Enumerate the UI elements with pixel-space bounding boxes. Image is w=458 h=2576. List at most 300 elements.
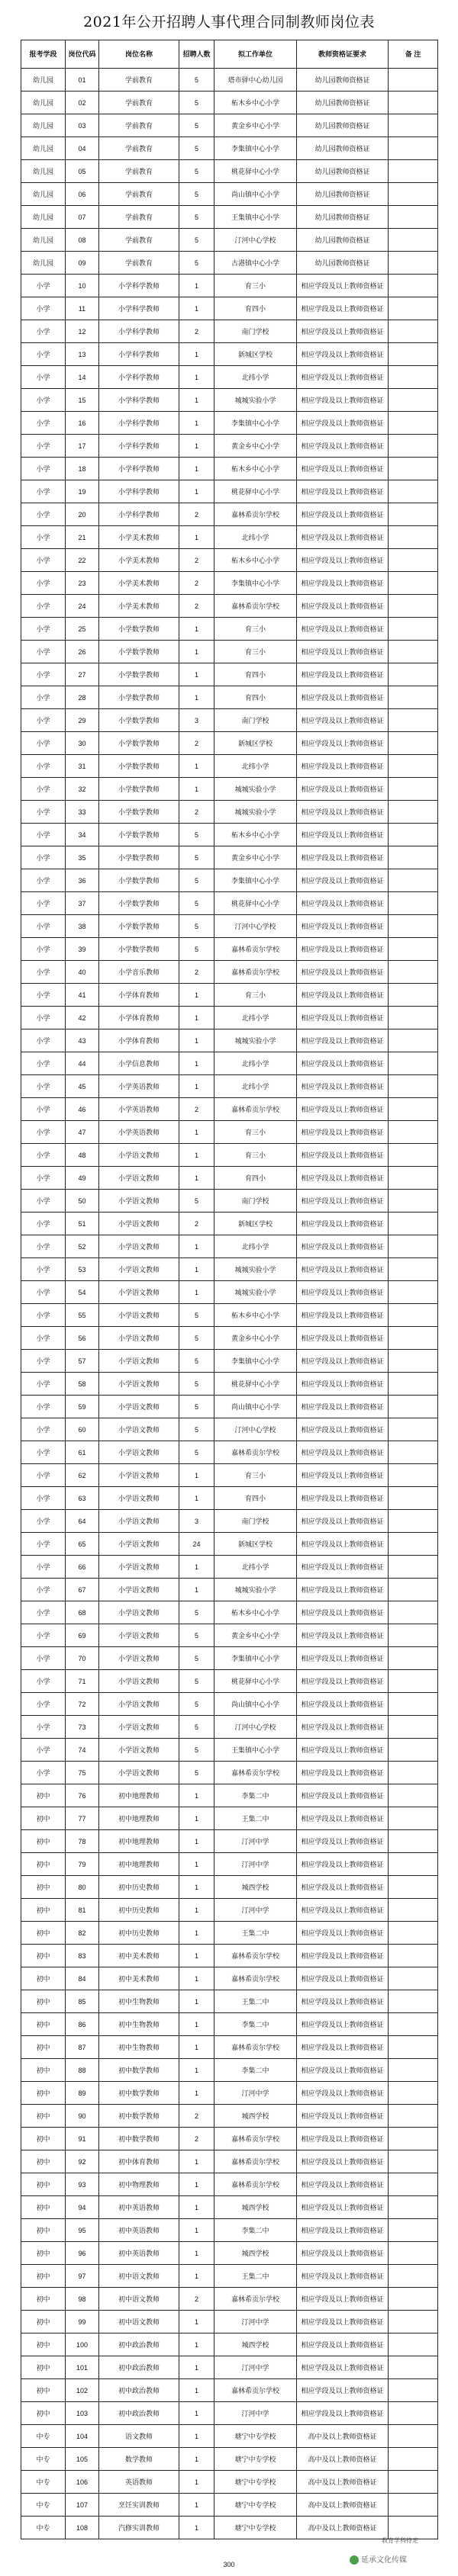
cell-code: 99 [66, 2311, 99, 2333]
cell-remark [389, 1876, 438, 1899]
cell-position: 小学数学教师 [99, 686, 179, 709]
cell-stage: 小学 [21, 275, 66, 297]
cell-certificate: 相应学段及以上教师资格证 [297, 755, 389, 778]
cell-count: 5 [179, 206, 214, 229]
table-row [21, 1441, 438, 1464]
table-row [21, 297, 438, 320]
cell-certificate: 相应学段及以上教师资格证 [297, 480, 389, 503]
cell-stage: 初中 [21, 1945, 66, 1967]
cell-unit: 汀河中学 [214, 1830, 297, 1853]
cell-unit: 育三小 [214, 1144, 297, 1167]
cell-certificate: 相应学段及以上教师资格证 [297, 1029, 389, 1052]
table-row [21, 1373, 438, 1396]
cell-code: 17 [66, 435, 99, 458]
cell-position: 烹饪实训教师 [99, 2494, 179, 2517]
cell-code: 44 [66, 1052, 99, 1075]
cell-stage: 小学 [21, 343, 66, 366]
cell-count: 1 [179, 297, 214, 320]
cell-unit: 黄金乡中心小学 [214, 435, 297, 458]
cell-remark [389, 1007, 438, 1029]
cell-stage: 小学 [21, 480, 66, 503]
cell-code: 96 [66, 2242, 99, 2265]
cell-remark [389, 2402, 438, 2425]
cell-stage: 小学 [21, 1693, 66, 1716]
cell-certificate: 高中及以上教师资格证 [297, 2448, 389, 2471]
cell-code: 101 [66, 2356, 99, 2379]
cell-certificate: 相应学段及以上教师资格证 [297, 1899, 389, 1922]
table-row [21, 984, 438, 1007]
cell-position: 数学教师 [99, 2448, 179, 2471]
cell-certificate: 相应学段及以上教师资格证 [297, 663, 389, 686]
cell-code: 18 [66, 458, 99, 480]
cell-certificate: 高中及以上教师资格证 [297, 2494, 389, 2517]
cell-certificate: 相应学段及以上教师资格证 [297, 732, 389, 755]
cell-count: 5 [179, 92, 214, 114]
cell-code: 21 [66, 526, 99, 549]
table-header-row [21, 40, 438, 69]
cell-count: 5 [179, 1739, 214, 1762]
table-row [21, 2471, 438, 2494]
cell-count: 1 [179, 1945, 214, 1967]
cell-code: 79 [66, 1853, 99, 1876]
cell-stage: 小学 [21, 618, 66, 641]
cell-position: 小学科学教师 [99, 435, 179, 458]
cell-stage: 小学 [21, 778, 66, 801]
cell-remark [389, 1327, 438, 1350]
cell-remark [389, 1464, 438, 1487]
cell-count: 1 [179, 526, 214, 549]
cell-stage: 初中 [21, 2356, 66, 2379]
cell-code: 55 [66, 1304, 99, 1327]
cell-position: 小学体育教师 [99, 1029, 179, 1052]
cell-remark [389, 275, 438, 297]
cell-unit: 汀河中心学校 [214, 915, 297, 938]
cell-unit: 城城实验小学 [214, 1579, 297, 1601]
cell-code: 50 [66, 1190, 99, 1213]
cell-code: 49 [66, 1167, 99, 1190]
cell-position: 小学语文教师 [99, 1350, 179, 1373]
table-row [21, 2219, 438, 2242]
cell-unit: 古港镇中心小学 [214, 252, 297, 275]
cell-position: 学前教育 [99, 229, 179, 252]
cell-certificate: 相应学段及以上教师资格证 [297, 1556, 389, 1579]
cell-stage: 小学 [21, 641, 66, 663]
cell-unit: 柘木乡中心小学 [214, 549, 297, 572]
table-row [21, 1144, 438, 1167]
cell-position: 初中美术教师 [99, 1945, 179, 1967]
cell-stage: 初中 [21, 1807, 66, 1830]
cell-count: 1 [179, 2425, 214, 2448]
cell-certificate: 相应学段及以上教师资格证 [297, 1167, 389, 1190]
cell-remark [389, 1579, 438, 1601]
table-row [21, 938, 438, 961]
cell-position: 初中政治教师 [99, 2333, 179, 2356]
table-row [21, 2311, 438, 2333]
cell-position: 小学数学教师 [99, 641, 179, 663]
cell-position: 小学语文教师 [99, 1441, 179, 1464]
cell-certificate: 相应学段及以上教师资格证 [297, 2379, 389, 2402]
cell-stage: 小学 [21, 320, 66, 343]
cell-code: 38 [66, 915, 99, 938]
cell-code: 45 [66, 1075, 99, 1098]
cell-code: 15 [66, 389, 99, 412]
cell-remark [389, 869, 438, 892]
cell-certificate: 相应学段及以上教师资格证 [297, 2013, 389, 2036]
table-row [21, 366, 438, 389]
table-row [21, 2517, 438, 2539]
table-row [21, 618, 438, 641]
cell-count: 1 [179, 389, 214, 412]
cell-code: 58 [66, 1373, 99, 1396]
cell-stage: 初中 [21, 1967, 66, 1990]
table-row [21, 869, 438, 892]
watermark [350, 2553, 407, 2565]
cell-remark [389, 480, 438, 503]
cell-certificate: 相应学段及以上教师资格证 [297, 1739, 389, 1762]
cell-certificate: 相应学段及以上教师资格证 [297, 2333, 389, 2356]
cell-count: 2 [179, 732, 214, 755]
table-row [21, 2150, 438, 2173]
cell-count: 1 [179, 1121, 214, 1144]
cell-remark [389, 297, 438, 320]
cell-position: 小学语文教师 [99, 1533, 179, 1556]
cell-count: 1 [179, 984, 214, 1007]
cell-position: 小学数学教师 [99, 915, 179, 938]
cell-stage: 初中 [21, 2059, 66, 2082]
cell-remark [389, 1853, 438, 1876]
cell-stage: 小学 [21, 984, 66, 1007]
cell-stage: 中专 [21, 2494, 66, 2517]
cell-stage: 小学 [21, 1167, 66, 1190]
cell-remark [389, 778, 438, 801]
table-row [21, 1281, 438, 1304]
cell-code: 100 [66, 2333, 99, 2356]
table-row [21, 229, 438, 252]
cell-remark [389, 2425, 438, 2448]
cell-count: 1 [179, 1899, 214, 1922]
table-row [21, 1190, 438, 1213]
cell-remark [389, 1213, 438, 1235]
table-row [21, 1807, 438, 1830]
table-row [21, 709, 438, 732]
cell-code: 34 [66, 824, 99, 846]
cell-position: 小学数学教师 [99, 892, 179, 915]
table-row [21, 69, 438, 92]
cell-certificate: 相应学段及以上教师资格证 [297, 2288, 389, 2311]
cell-count: 5 [179, 1327, 214, 1350]
cell-position: 小学语文教师 [99, 1556, 179, 1579]
cell-unit: 桃花驿中心小学 [214, 160, 297, 183]
cell-code: 08 [66, 229, 99, 252]
cell-stage: 小学 [21, 1213, 66, 1235]
table-row [21, 2265, 438, 2288]
cell-unit: 育三小 [214, 984, 297, 1007]
cell-code: 94 [66, 2196, 99, 2219]
cell-stage: 小学 [21, 892, 66, 915]
cell-certificate: 相应学段及以上教师资格证 [297, 366, 389, 389]
cell-unit: 柘木乡中心小学 [214, 92, 297, 114]
table-row [21, 1784, 438, 1807]
cell-count: 5 [179, 69, 214, 92]
cell-unit: 北纬小学 [214, 1075, 297, 1098]
cell-count: 2 [179, 801, 214, 824]
cell-position: 小学美术教师 [99, 572, 179, 595]
cell-position: 初中英语教师 [99, 2219, 179, 2242]
positions-table [21, 40, 438, 2539]
cell-stage: 小学 [21, 1098, 66, 1121]
cell-position: 小学语文教师 [99, 1418, 179, 1441]
cell-position: 小学科学教师 [99, 275, 179, 297]
table-row [21, 1304, 438, 1327]
table-row [21, 2356, 438, 2379]
cell-code: 43 [66, 1029, 99, 1052]
table-row [21, 915, 438, 938]
cell-unit: 育三小 [214, 275, 297, 297]
cell-count: 1 [179, 275, 214, 297]
cell-unit: 汀河中学 [214, 1853, 297, 1876]
cell-remark [389, 526, 438, 549]
table-row [21, 846, 438, 869]
cell-position: 小学英语教师 [99, 1098, 179, 1121]
cell-stage: 初中 [21, 2128, 66, 2150]
cell-count: 5 [179, 938, 214, 961]
cell-position: 初中语文教师 [99, 2288, 179, 2311]
cell-count: 1 [179, 663, 214, 686]
cell-position: 小学数学教师 [99, 824, 179, 846]
cell-code: 97 [66, 2265, 99, 2288]
cell-position: 小学语文教师 [99, 1258, 179, 1281]
header-unit: 拟工作单位 [214, 40, 297, 69]
cell-position: 小学数学教师 [99, 846, 179, 869]
cell-certificate: 相应学段及以上教师资格证 [297, 1876, 389, 1899]
cell-unit: 李集镇中心小学 [214, 137, 297, 160]
cell-position: 小学语文教师 [99, 1670, 179, 1693]
cell-count: 5 [179, 137, 214, 160]
cell-certificate: 幼儿园教师资格证 [297, 69, 389, 92]
cell-position: 小学语文教师 [99, 1235, 179, 1258]
cell-code: 11 [66, 297, 99, 320]
cell-unit: 嘉林希贡尔学校 [214, 1967, 297, 1990]
cell-unit: 新城区学校 [214, 343, 297, 366]
cell-count: 1 [179, 2517, 214, 2539]
cell-code: 90 [66, 2105, 99, 2128]
cell-count: 5 [179, 1373, 214, 1396]
cell-remark [389, 663, 438, 686]
cell-stage: 初中 [21, 2105, 66, 2128]
cell-stage: 初中 [21, 1784, 66, 1807]
cell-count: 1 [179, 1967, 214, 1990]
cell-stage: 小学 [21, 801, 66, 824]
cell-stage: 幼儿园 [21, 252, 66, 275]
cell-unit: 北纬小学 [214, 526, 297, 549]
cell-certificate: 相应学段及以上教师资格证 [297, 2128, 389, 2150]
table-row [21, 1990, 438, 2013]
cell-remark [389, 320, 438, 343]
cell-certificate: 相应学段及以上教师资格证 [297, 2082, 389, 2105]
cell-certificate: 相应学段及以上教师资格证 [297, 1121, 389, 1144]
cell-unit: 城西学校 [214, 2333, 297, 2356]
cell-stage: 小学 [21, 297, 66, 320]
cell-unit: 城西学校 [214, 2242, 297, 2265]
table-row [21, 1464, 438, 1487]
cell-unit: 育四小 [214, 1167, 297, 1190]
cell-position: 小学科学教师 [99, 412, 179, 435]
table-row [21, 824, 438, 846]
cell-position: 小学科学教师 [99, 480, 179, 503]
cell-count: 2 [179, 320, 214, 343]
cell-certificate: 相应学段及以上教师资格证 [297, 641, 389, 663]
cell-count: 1 [179, 1784, 214, 1807]
cell-position: 小学语文教师 [99, 1693, 179, 1716]
cell-remark [389, 2494, 438, 2517]
cell-remark [389, 2219, 438, 2242]
table-row [21, 2379, 438, 2402]
cell-stage: 幼儿园 [21, 183, 66, 206]
cell-certificate: 相应学段及以上教师资格证 [297, 1464, 389, 1487]
cell-stage: 初中 [21, 2173, 66, 2196]
cell-certificate: 相应学段及以上教师资格证 [297, 1144, 389, 1167]
table-row [21, 732, 438, 755]
cell-unit: 塘宁中专学校 [214, 2448, 297, 2471]
cell-code: 28 [66, 686, 99, 709]
cell-code: 53 [66, 1258, 99, 1281]
cell-stage: 初中 [21, 2288, 66, 2311]
cell-certificate: 相应学段及以上教师资格证 [297, 1235, 389, 1258]
cell-stage: 初中 [21, 2311, 66, 2333]
header-count: 招聘人数 [179, 40, 214, 69]
cell-remark [389, 824, 438, 846]
cell-code: 25 [66, 618, 99, 641]
cell-stage: 小学 [21, 389, 66, 412]
cell-certificate: 相应学段及以上教师资格证 [297, 1373, 389, 1396]
cell-code: 51 [66, 1213, 99, 1235]
cell-unit: 塘宁中专学校 [214, 2494, 297, 2517]
cell-stage: 小学 [21, 869, 66, 892]
cell-unit: 北纬小学 [214, 1556, 297, 1579]
table-row [21, 1556, 438, 1579]
cell-code: 26 [66, 641, 99, 663]
cell-unit: 汀河中心学校 [214, 1418, 297, 1441]
cell-remark [389, 1098, 438, 1121]
cell-unit: 柘木乡中心小学 [214, 824, 297, 846]
cell-stage: 初中 [21, 2036, 66, 2059]
cell-remark [389, 984, 438, 1007]
cell-code: 107 [66, 2494, 99, 2517]
cell-stage: 小学 [21, 755, 66, 778]
cell-position: 初中政治教师 [99, 2356, 179, 2379]
cell-position: 汽修实训教师 [99, 2517, 179, 2539]
cell-position: 小学体育教师 [99, 1007, 179, 1029]
cell-code: 80 [66, 1876, 99, 1899]
cell-code: 67 [66, 1579, 99, 1601]
cell-count: 1 [179, 2150, 214, 2173]
cell-unit: 城西学校 [214, 2105, 297, 2128]
cell-unit: 新城区学校 [214, 1213, 297, 1235]
cell-unit: 南门学校 [214, 1510, 297, 1533]
cell-unit: 黄金乡中心小学 [214, 114, 297, 137]
cell-count: 1 [179, 641, 214, 663]
table-row [21, 755, 438, 778]
cell-code: 71 [66, 1670, 99, 1693]
header-position: 岗位名称 [99, 40, 179, 69]
cell-count: 1 [179, 1007, 214, 1029]
cell-remark [389, 1418, 438, 1441]
cell-remark [389, 1967, 438, 1990]
cell-certificate: 相应学段及以上教师资格证 [297, 1007, 389, 1029]
cell-position: 小学语文教师 [99, 1624, 179, 1647]
table-body [21, 69, 438, 2539]
cell-stage: 小学 [21, 1396, 66, 1418]
cell-stage: 小学 [21, 1121, 66, 1144]
cell-remark [389, 1716, 438, 1739]
cell-certificate: 相应学段及以上教师资格证 [297, 2311, 389, 2333]
cell-stage: 小学 [21, 1464, 66, 1487]
cell-stage: 小学 [21, 1418, 66, 1441]
table-row [21, 1830, 438, 1853]
cell-stage: 幼儿园 [21, 160, 66, 183]
cell-remark [389, 1556, 438, 1579]
cell-certificate: 相应学段及以上教师资格证 [297, 1624, 389, 1647]
cell-count: 1 [179, 1990, 214, 2013]
table-row [21, 1739, 438, 1762]
cell-code: 93 [66, 2173, 99, 2196]
cell-code: 106 [66, 2471, 99, 2494]
cell-unit: 桃花驿中心小学 [214, 892, 297, 915]
table-row [21, 1716, 438, 1739]
cell-unit: 嘉林希贡尔学校 [214, 2128, 297, 2150]
cell-stage: 初中 [21, 2196, 66, 2219]
table-row [21, 1396, 438, 1418]
cell-stage: 幼儿园 [21, 206, 66, 229]
cell-count: 5 [179, 1693, 214, 1716]
cell-remark [389, 732, 438, 755]
cell-count: 1 [179, 2494, 214, 2517]
cell-unit: 桃花驿中心小学 [214, 1373, 297, 1396]
cell-certificate: 相应学段及以上教师资格证 [297, 1647, 389, 1670]
cell-unit: 嘉林希贡尔学校 [214, 1441, 297, 1464]
cell-unit: 南门学校 [214, 1190, 297, 1213]
cell-code: 10 [66, 275, 99, 297]
cell-certificate: 相应学段及以上教师资格证 [297, 824, 389, 846]
cell-position: 小学语文教师 [99, 1739, 179, 1762]
cell-count: 24 [179, 1533, 214, 1556]
cell-unit: 汀河中学 [214, 2402, 297, 2425]
cell-remark [389, 1647, 438, 1670]
cell-stage: 初中 [21, 1830, 66, 1853]
table-row [21, 160, 438, 183]
table-row [21, 1693, 438, 1716]
cell-remark [389, 549, 438, 572]
cell-unit: 李集镇中心小学 [214, 1647, 297, 1670]
cell-certificate: 相应学段及以上教师资格证 [297, 297, 389, 320]
cell-code: 98 [66, 2288, 99, 2311]
cell-position: 学前教育 [99, 252, 179, 275]
cell-stage: 幼儿园 [21, 229, 66, 252]
cell-unit: 育三小 [214, 1464, 297, 1487]
cell-unit: 北纬小学 [214, 1052, 297, 1075]
cell-position: 学前教育 [99, 114, 179, 137]
cell-stage: 小学 [21, 1533, 66, 1556]
cell-stage: 小学 [21, 1601, 66, 1624]
cell-stage: 小学 [21, 1235, 66, 1258]
table-row [21, 1007, 438, 1029]
table-row [21, 389, 438, 412]
cell-code: 14 [66, 366, 99, 389]
cell-remark [389, 1281, 438, 1304]
cell-remark [389, 1190, 438, 1213]
cell-stage: 小学 [21, 1624, 66, 1647]
cell-remark [389, 2242, 438, 2265]
